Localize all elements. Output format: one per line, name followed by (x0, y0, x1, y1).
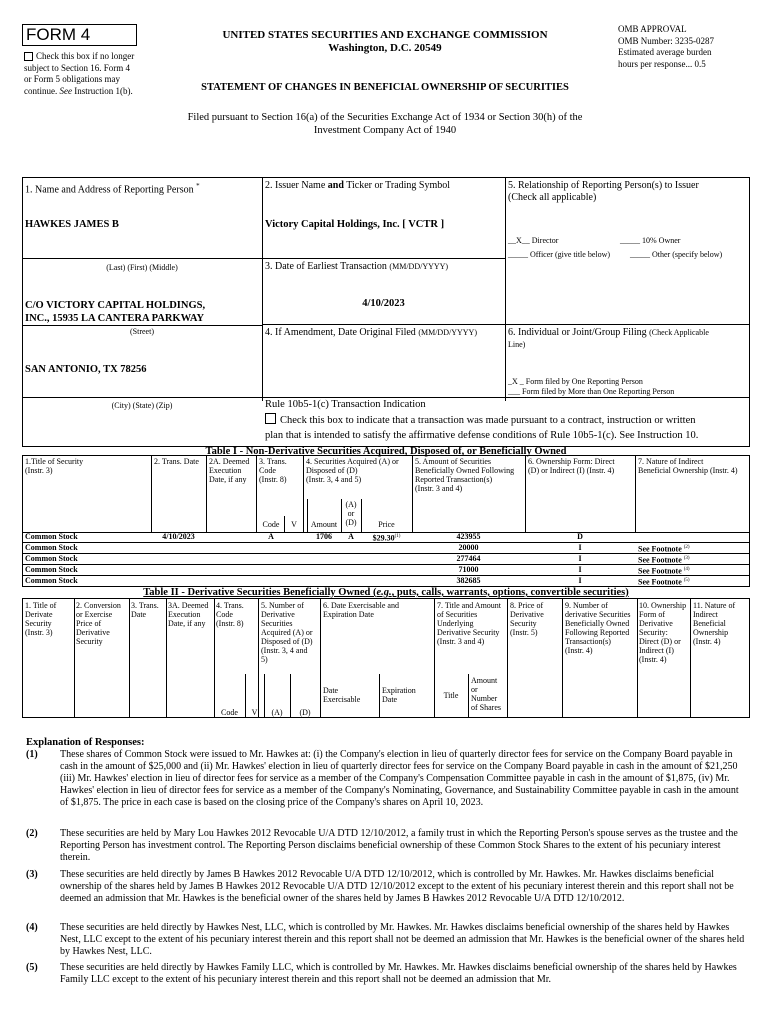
t2-sub-amount-1: Amount (471, 676, 498, 685)
t1-r1-form: I (578, 543, 582, 552)
t1-sub-amount: Amount (310, 520, 338, 529)
t1-r3-title: Common Stock (25, 565, 78, 574)
t2-sub-amount-3: Number (471, 694, 498, 703)
t2-h4-1: 4. Trans. (216, 601, 244, 610)
t2-h9-3: Beneficially Owned (565, 619, 630, 628)
t1-r0-owned: 423955 (456, 532, 481, 541)
t2-h7-5: (Instr. 3 and 4) (437, 637, 485, 646)
t1-r2-nature-text: See Footnote (638, 555, 682, 565)
relationship-label (508, 180, 748, 204)
explanation-item (26, 828, 746, 864)
city-label: (City) (State) (Zip) (111, 401, 173, 410)
t2-h11-4: Ownership (693, 628, 729, 637)
t2-h4-2: Code (216, 610, 233, 619)
table1-title: Table I - Non-Derivative Securities Acquired, Disposed of, or Beneficially Owned (205, 446, 567, 457)
t1-h-owned-2: Beneficially Owned Following (415, 466, 515, 475)
t2-h9-2: derivative Securities (565, 610, 631, 619)
omb-line-3: Estimated average burden (618, 47, 712, 57)
t1-r1-nature-text: See Footnote (638, 544, 682, 554)
agency-line-2: Washington, D.C. 20549 (328, 42, 442, 54)
t1-h-code-1: 3. Trans. (259, 457, 287, 466)
issuer-name: Victory Capital Holdings, Inc. [ VCTR ] (265, 219, 445, 230)
section16-checkbox[interactable] (24, 52, 33, 61)
t1-sub-a: (A) (345, 500, 357, 509)
t2-sub-a: (A) (271, 708, 283, 717)
t1-h-title (25, 457, 83, 475)
street-line-2: INC., 15935 LA CANTERA PARKWAY (25, 313, 205, 324)
t2-h2-1: 2. Conversion (76, 601, 121, 610)
t2-sub-d: (D) (299, 708, 311, 717)
t1-h-acquired-2: Disposed of (D) (306, 466, 358, 475)
t2-h7-2: of Securities (437, 610, 478, 619)
t2-h3-1: 3. Trans. (131, 601, 159, 610)
t1-r2-owned: 277464 (456, 554, 481, 563)
t2-sub-v: V (251, 708, 258, 717)
t2-sub-expiration-2: Date (382, 695, 398, 704)
t2-h5-1: 5. Number of (261, 601, 304, 610)
ten-percent-owner-option[interactable]: _____ 10% Owner (620, 236, 681, 245)
t2-h7-4: Derivative Security (437, 628, 500, 637)
t2-h6-2: Expiration Date (323, 610, 374, 619)
explanation-text: These securities are held by Mary Lou Hawkes 2012 Revocable U/A DTD 12/10/2012, a family trust in which the Reporting Person's spouse serves as the trustee and the Reporting Person has investment control. The Reporting Person disclaims beneficial ownership of these Common Stock Shares to the extent of his pecuniary interest therein. (60, 828, 738, 863)
t2-h1-2: Derivate (25, 610, 53, 619)
explanation-item (26, 922, 746, 958)
street-line-1: C/O VICTORY CAPITAL HOLDINGS, (25, 300, 206, 311)
t2-h6-1: 6. Date Exercisable and (323, 601, 399, 610)
t2-sub-exercisable-2: Exercisable (323, 695, 361, 704)
t2-sub-amount (471, 676, 501, 712)
earliest-transaction-date: 4/10/2023 (362, 298, 405, 309)
t2-h5-4: Acquired (A) or (261, 628, 313, 637)
issuer-label (265, 180, 450, 192)
t2-h-nature (693, 601, 735, 646)
t1-h-deemed-1: 2A. Deemed (209, 457, 250, 466)
form-title: FORM 4 (26, 25, 91, 44)
t1-r1-title: Common Stock (25, 543, 78, 552)
t1-h-owned-4: (Instr. 3 and 4) (415, 484, 463, 493)
t1-h-acquired-1: 4. Securities Acquired (A) or (306, 457, 399, 466)
other-option[interactable]: _____ Other (specify below) (630, 250, 723, 259)
reporting-person-name: HAWKES JAMES B (25, 219, 119, 230)
t2-h-ownership-form (639, 601, 686, 664)
t2-h5-7: 5) (261, 655, 268, 664)
explanation-num: (3) (26, 869, 38, 880)
amendment-label-text: 4. If Amendment, Date Original Filed (265, 327, 416, 338)
street-label: (Street) (130, 327, 154, 336)
t2-h3a-2: Execution (168, 610, 201, 619)
filed-pursuant-1: Filed pursuant to Section 16(a) of the Securities Exchange Act of 1934 or Section 30(h) of the (187, 112, 583, 123)
checkbox-text-4b: See (59, 85, 72, 96)
t1-h-form-2: (D) or Indirect (I) (Instr. 4) (528, 466, 615, 475)
t2-h-price (510, 601, 544, 637)
filing-type-label-small-2: Line) (508, 340, 526, 349)
t2-h8-2: Derivative (510, 610, 544, 619)
t2-h1-4: (Instr. 3) (25, 628, 53, 637)
t2-h9-1: 9. Number of (565, 601, 608, 610)
filed-by-one-option[interactable]: _X _ Form filed by One Reporting Person (508, 377, 643, 386)
earliest-transaction-label-text: 3. Date of Earliest Transaction (265, 261, 387, 272)
table2-title-eg: e.g. (376, 587, 392, 598)
omb-line-1: OMB APPROVAL (618, 24, 687, 34)
t2-h10-2: Form of (639, 610, 665, 619)
relationship-label-1: 5. Relationship of Reporting Person(s) to Issuer (508, 180, 699, 191)
filed-by-more-option[interactable]: ___ Form filed by More than One Reporting Person (508, 387, 675, 396)
filing-type-label-text: 6. Individual or Joint/Group Filing (508, 327, 647, 338)
explanation-heading: Explanation of Responses: (26, 737, 145, 748)
t2-h2-2: or Exercise (76, 610, 113, 619)
reporting-person-label-mark: * (196, 182, 200, 190)
t1-r1-owned: 20000 (458, 543, 479, 552)
t1-r4-owned: 382685 (456, 576, 481, 585)
t2-h-conversion (76, 601, 121, 646)
t1-r4-form: I (578, 576, 582, 585)
table2-title-b: , puts, calls, warrants, options, convertible securities) (391, 587, 629, 598)
t1-h-acquired-3: (Instr. 3, 4 and 5) (306, 475, 362, 484)
t1-h-deemed-2: Execution (209, 466, 242, 475)
t2-h11-1: 11. Nature of (693, 601, 736, 610)
checkbox-text-4a: continue. (24, 85, 58, 96)
officer-option[interactable]: _____ Officer (give title below) (508, 250, 611, 259)
t1-h-trans-date: 2. Trans. Date (154, 457, 199, 466)
t2-h9-5: Transaction(s) (565, 637, 611, 646)
t2-h2-3: Price of (76, 619, 102, 628)
t1-r4-title: Common Stock (25, 576, 78, 585)
t2-h8-1: 8. Price of (510, 601, 544, 610)
issuer-label-and: and (327, 180, 344, 191)
t2-sub-exercisable-1: Date (323, 686, 339, 695)
t1-r3-nature-fn: (4) (683, 567, 690, 572)
t1-h-code-3: (Instr. 8) (259, 475, 287, 484)
t1-sub-price: Price (378, 520, 395, 529)
rule-10b5-text-1-body: Check this box to indicate that a transaction was made pursuant to a contract, instruction or written (280, 415, 696, 426)
t1-h-title-2: (Instr. 3) (25, 466, 53, 475)
t2-h7-1: 7. Title and Amount (437, 601, 502, 610)
statement-title: STATEMENT OF CHANGES IN BENEFICIAL OWNERSHIP OF SECURITIES (201, 82, 569, 93)
t2-h3-2: Date (131, 610, 147, 619)
checkbox-text-3: or Form 5 obligations may (24, 74, 120, 84)
t1-h-deemed-3: Date, if any (209, 475, 247, 484)
t1-h-owned (415, 457, 514, 493)
t1-h-owned-3: Reported Transaction(s) (415, 475, 493, 484)
t1-h-title-1: 1.Title of Security (25, 457, 84, 466)
t1-r0-ad: A (348, 532, 354, 541)
t1-sub-aord (341, 500, 361, 527)
rule-10b5-text-1 (265, 413, 696, 427)
t2-h10-7: (Instr. 4) (639, 655, 667, 664)
t2-h-number (261, 601, 313, 664)
t2-h5-2: Derivative (261, 610, 295, 619)
t2-h-number-owned (565, 601, 631, 655)
t1-h-nature-1: 7. Nature of Indirect (638, 457, 704, 466)
t2-h-exercisable (323, 601, 399, 619)
reporting-person-label-text: 1. Name and Address of Reporting Person (25, 184, 194, 196)
t1-r0-price-fn: (1) (394, 534, 401, 539)
t2-h1-3: Security (25, 619, 52, 628)
t1-r3-form: I (578, 565, 582, 574)
t2-h3a-3: Date, if any (168, 619, 206, 628)
explanation-text: These securities are held directly by James B Hawkes 2012 Revocable U/A DTD 12/10/2012, which is controlled by Mr. Hawkes. Mr. Hawkes disclaims beneficial ownership of the shares held by James B Hawkes 2012 Revocable U/A DTD 12/10/2012 except to the extent of his pecuniary interest therein and this report shall not be deemed an admission that Mr. Hawkes is the beneficial owner of the shares held by James B Hawkes 2012 Revocable U/A DTD 12/10/2012. (60, 869, 734, 904)
amendment-format: (MM/DD/YYYY) (418, 328, 477, 337)
checkbox-text-2: subject to Section 16. Form 4 (24, 62, 130, 73)
explanation-text: These securities are held directly by Hawkes Nest, LLC, which is controlled by Mr. Hawkes. Mr. Hawkes disclaims beneficial ownership of the shares held by Hawkes Nest, LLC except to the extent of his pecuniary interest therein and this report shall not be deemed an admission that Mr. Hawkes is the beneficial owner of the shares held by Hawkes Nest, LLC. (60, 922, 745, 957)
t1-r0-code: A (268, 532, 274, 541)
t2-h11-2: Indirect (693, 610, 718, 619)
t1-r0-title: Common Stock (25, 532, 78, 541)
t2-h-underlying (437, 601, 501, 646)
explanation-item (26, 749, 746, 809)
t2-h5-5: Disposed of (D) (261, 637, 313, 646)
city-state-zip: SAN ANTONIO, TX 78256 (25, 364, 147, 375)
explanation-text: These shares of Common Stock were issued to Mr. Hawkes at: (i) the Company's election in lieu of quarterly director fees for service on the Company Board payable in cash in the amount of $25,000 and (ii) Mr. Hawkes' election in lieu of quarterly director fees for service on the Company Board payable in cash in the amount of $21,250 (iii) Mr. Hawkes' election in lieu of director fees for service as a member of the Company's Compensation Committee payable in cash in the amount of $1,875, (iv) Mr. Hawkes' election in lieu of director fees for service as a member of the Company's Nominating, Governance, and Sustainability Committee payable in cash in the amount of $1,875. The price in each case is based on the closing price of the Company's shares on April 10, 2023. (60, 749, 739, 808)
t1-r0-amount: 1706 (316, 532, 332, 541)
director-option[interactable]: __X__ Director (508, 236, 559, 245)
explanation-num: (2) (26, 828, 38, 839)
omb-approval (618, 24, 768, 70)
t2-h11-5: (Instr. 4) (693, 637, 721, 646)
t2-h3a-1: 3A. Deemed (168, 601, 209, 610)
name-parts-label: (Last) (First) (Middle) (106, 263, 178, 272)
rule-10b5-checkbox[interactable] (265, 413, 276, 424)
t2-sub-title: Title (443, 691, 459, 700)
explanation-num: (4) (26, 922, 38, 933)
t1-r3-owned: 71000 (458, 565, 479, 574)
t2-h-trans-date (131, 601, 159, 619)
agency-line-1: UNITED STATES SECURITIES AND EXCHANGE COMMISSION (222, 29, 548, 41)
amendment-label (265, 327, 477, 339)
t1-h-form-1: 6. Ownership Form: Direct (528, 457, 615, 466)
checkbox-text-1: Check this box if no longer (36, 51, 135, 61)
t2-h5-6: (Instr. 3, 4 and (261, 646, 308, 655)
t2-sub-expiration-1: Expiration (382, 686, 416, 695)
filing-type-label (508, 327, 748, 351)
t1-r0-price-value: $29.30 (372, 533, 395, 543)
omb-line-2: OMB Number: 3235-0287 (618, 35, 714, 46)
t1-r4-nature-text: See Footnote (638, 577, 682, 587)
t2-h9-6: (Instr. 4) (565, 646, 593, 655)
explanation-item (26, 962, 746, 986)
rule-10b5-text-2: plan that is intended to satisfy the affirmative defense conditions of Rule 10b5-1(c). See Instruction 10. (265, 430, 699, 441)
t2-sub-expiration (382, 686, 416, 704)
rule-10b5-title: Rule 10b5-1(c) Transaction Indication (265, 399, 426, 410)
t1-sub-d: (D) (345, 518, 357, 527)
t2-h11-3: Beneficial (693, 619, 726, 628)
t2-h5-3: Securities (261, 619, 293, 628)
section16-checkbox-note (24, 51, 154, 97)
t1-sub-or: or (347, 509, 355, 518)
t1-r1-nature-fn: (2) (683, 545, 690, 550)
t1-r0-form: D (577, 532, 583, 541)
t2-h4-3: (Instr. 8) (216, 619, 244, 628)
t2-h-deemed (168, 601, 208, 628)
t2-h7-3: Underlying (437, 619, 474, 628)
t1-h-deemed (209, 457, 249, 484)
t1-h-acquired (306, 457, 399, 484)
t2-sub-amount-4: of Shares (471, 703, 501, 712)
omb-line-4: hours per response... 0.5 (618, 58, 706, 69)
t2-h1-1: 1. Title of (25, 601, 57, 610)
t2-sub-amount-2: or (471, 685, 478, 694)
t1-h-nature-2: Beneficial Ownership (Instr. 4) (638, 466, 738, 475)
t1-h-nature (638, 457, 738, 475)
issuer-label-b: Ticker or Trading Symbol (346, 180, 451, 191)
t1-r4-nature-fn: (5) (683, 578, 690, 583)
t1-r3-nature-text: See Footnote (638, 566, 682, 576)
t1-r0-date: 4/10/2023 (162, 532, 195, 541)
t1-h-code-2: Code (259, 466, 276, 475)
t2-h2-5: Security (76, 637, 103, 646)
t1-h-owned-1: 5. Amount of Securities (415, 457, 491, 466)
t1-sub-code: Code (262, 520, 280, 529)
checkbox-text-4c: Instruction 1(b). (74, 85, 133, 96)
t2-sub-code: Code (221, 708, 238, 717)
filing-type-label-small-1: (Check Applicable (649, 328, 709, 337)
t2-h9-4: Following Reported (565, 628, 630, 637)
t1-r2-form: I (578, 554, 582, 563)
t2-h-title (25, 601, 56, 637)
explanation-item (26, 869, 746, 905)
filed-pursuant-2: Investment Company Act of 1940 (313, 125, 457, 136)
earliest-transaction-label (265, 261, 448, 273)
t1-r2-title: Common Stock (25, 554, 78, 563)
t1-r2-nature-fn: (3) (683, 556, 690, 561)
explanation-num: (1) (26, 749, 38, 760)
t2-h10-1: 10. Ownership (639, 601, 687, 610)
t2-h10-3: Derivative (639, 619, 673, 628)
t1-sub-v: V (291, 520, 297, 529)
explanation-text: These securities are held directly by Hawkes Family LLC, which is controlled by Mr. Hawkes. Mr. Hawkes disclaims beneficial ownership of the shares held by Hawkes Family LLC except to the extent of his pecuniary interest therein and this report shall not be deemed an admission that Mr. (60, 962, 737, 985)
t1-h-ownership-form (528, 457, 615, 475)
t2-h10-6: Indirect (I) (639, 646, 674, 655)
t2-h2-4: Derivative (76, 628, 110, 637)
earliest-transaction-format: (MM/DD/YYYY) (389, 262, 449, 271)
t2-h-code (216, 601, 244, 628)
t2-h8-4: (Instr. 5) (510, 628, 538, 637)
relationship-label-2: (Check all applicable) (508, 192, 597, 203)
t2-h10-5: Direct (D) or (639, 637, 681, 646)
reporting-person-label (25, 180, 200, 196)
t1-r4-nature (638, 575, 690, 588)
explanation-num: (5) (26, 962, 38, 973)
t2-h10-4: Security: (639, 628, 668, 637)
t2-h8-3: Security (510, 619, 537, 628)
t2-sub-exercisable (323, 686, 360, 704)
t1-h-code (259, 457, 287, 484)
table2-title-a: Table II - Derivative Securities Beneficially Owned ( (143, 587, 377, 598)
issuer-label-a: 2. Issuer Name (265, 180, 326, 191)
